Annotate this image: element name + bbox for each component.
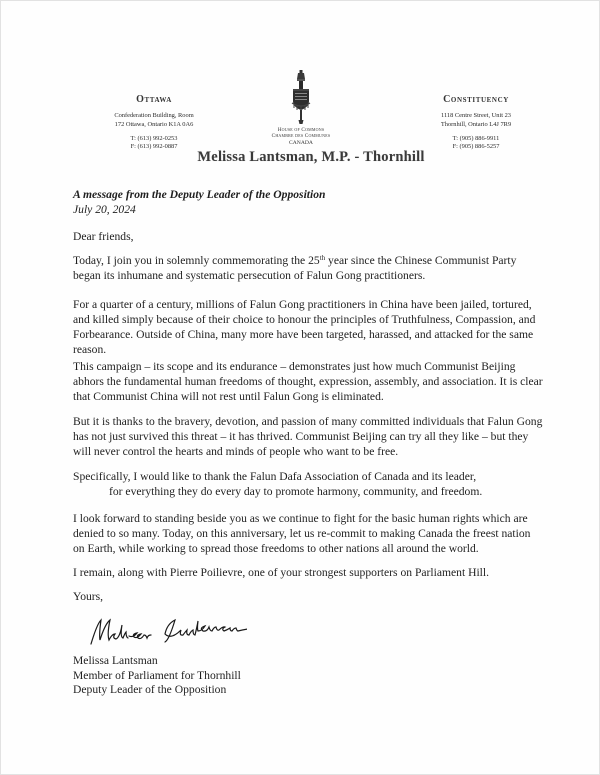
paragraph-1-part-a: Today, I join you in solemnly commemorating the 25 <box>73 254 320 267</box>
letter-heading: A message from the Deputy Leader of the Opposition <box>73 188 326 201</box>
constituency-address-line2: Thornhill, Ontario L4J 7R9 <box>440 120 512 128</box>
constituency-title: Constituency <box>443 94 509 105</box>
letter-date: July 20, 2024 <box>73 203 136 216</box>
ottawa-phone: T: (613) 992-0253 <box>130 135 178 142</box>
paragraph-4: But it is thanks to the bravery, devotion, and passion of many committed individuals that Falun Gong has not just survived this threat – it has thrived. Communist Beijing can try all they like – but they will never control the hearts and minds of people who want to be free. <box>73 415 543 458</box>
constituency-address-line1: 1118 Centre Street, Unit 23 <box>441 112 511 119</box>
house-fr: Chambre des Communes <box>271 133 331 140</box>
paragraph-1 <box>73 253 543 283</box>
paragraph-2: For a quarter of a century, millions of Falun Gong practitioners in China have been jailed, tortured, and killed simply because of their choice to honour the principles of Truthfulness, Compassion, and Forbearance. Outside of China, many more have been targeted, harassed, and attacked for the same reason. <box>73 298 536 356</box>
signer-title-2: Deputy Leader of the Opposition <box>73 683 227 696</box>
house-of-commons-label <box>241 127 361 146</box>
house-country: CANADA <box>289 139 313 146</box>
ottawa-address-line2: 172 Ottawa, Ontario K1A 0A6 <box>114 120 194 128</box>
handwritten-signature <box>87 612 247 652</box>
closing: Yours, <box>73 590 104 603</box>
constituency-office-block <box>406 94 546 152</box>
paragraph-3: This campaign – its scope and its endurance – demonstrates just how much Communist Beijing abhors the fundamental human freedoms of thought, expression, assembly, and association. It is clear that Communist China will not rest until Falun Gong is eliminated. <box>73 360 543 403</box>
house-of-commons-mace-icon <box>288 70 314 126</box>
signer-title-1: Member of Parliament for Thornhill <box>73 668 241 682</box>
ottawa-title: Ottawa <box>136 94 172 105</box>
house-en: House of Commons <box>277 127 325 133</box>
paragraph-5-line-2: for everything they do every day to promote harmony, community, and freedom. <box>109 485 483 498</box>
mp-name-header: Melissa Lantsman, M.P. - Thornhill <box>197 149 425 165</box>
paragraph-1-part-b: year since the Chinese Communist Party began its inhumane and systematic persecution of Falun Gong practitioners. <box>73 254 517 282</box>
signature-block <box>73 654 241 698</box>
paragraph-5-line-1: Specifically, I would like to thank the Falun Dafa Association of Canada and its leader, <box>73 470 477 483</box>
ottawa-fax: F: (613) 992-0887 <box>130 143 178 150</box>
ottawa-address-line1: Confederation Building, Room <box>114 112 194 119</box>
paragraph-6: I look forward to standing beside you as we continue to fight for the basic human rights which are denied to so many. Today, on this anniversary, let us re-commit to making Canada the freest nation on Earth, while working to spread those freedoms to other nations all around the world. <box>73 512 531 555</box>
salutation: Dear friends, <box>73 230 134 243</box>
signer-name: Melissa Lantsman <box>73 654 158 667</box>
constituency-fax: F: (905) 886-5257 <box>452 143 500 150</box>
paragraph-5 <box>73 469 543 499</box>
constituency-phone: T: (905) 886-9911 <box>452 135 500 142</box>
ordinal-suffix: th <box>319 254 326 262</box>
ottawa-office-block <box>79 94 229 152</box>
paragraph-7: I remain, along with Pierre Poilievre, one of your strongest supporters on Parliament Hill. <box>73 566 489 579</box>
letter-heading-block <box>73 187 543 217</box>
